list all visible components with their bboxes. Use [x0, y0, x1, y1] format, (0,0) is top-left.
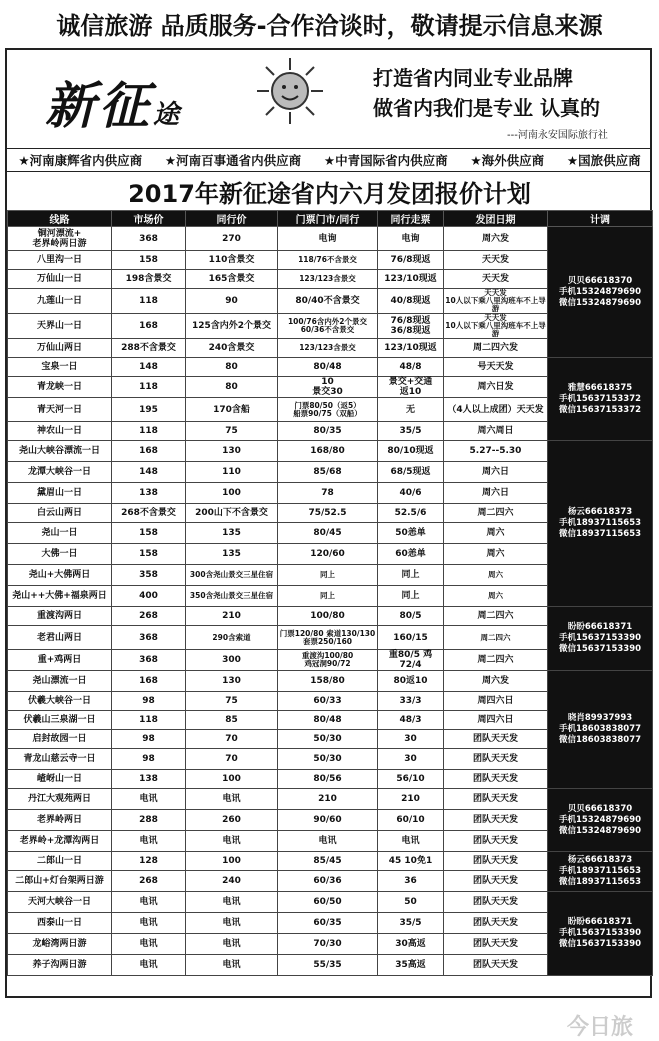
cell-route: 尧山一日 — [8, 523, 112, 544]
cell-peer: 80 — [186, 358, 278, 377]
cell-market: 98 — [112, 730, 186, 749]
cell-peer: 270 — [186, 227, 278, 251]
cell-peer: 110 — [186, 462, 278, 483]
cell-route: 宝泉一日 — [8, 358, 112, 377]
cell-walk: 同上 — [378, 586, 444, 607]
cell-date: 天天发 — [444, 251, 548, 270]
cell-ticket: 80/45 — [278, 523, 378, 544]
cell-date: 团队天天发 — [444, 892, 548, 913]
col-header: 同行价 — [186, 211, 278, 227]
cell-market: 118 — [112, 289, 186, 314]
cell-peer: 75 — [186, 692, 278, 711]
cell-peer: 165含景交 — [186, 270, 278, 289]
cell-route: 老界岭两日 — [8, 810, 112, 831]
cell-date: 周六日 — [444, 462, 548, 483]
cell-walk: 35/5 — [378, 422, 444, 441]
cell-market: 118 — [112, 377, 186, 398]
cell-peer: 70 — [186, 730, 278, 749]
cell-market: 98 — [112, 692, 186, 711]
cell-walk: 48/3 — [378, 711, 444, 730]
cell-walk: 30 — [378, 730, 444, 749]
cell-route: 龙潭大峡谷一日 — [8, 462, 112, 483]
cell-market: 288 — [112, 810, 186, 831]
table-row — [8, 607, 653, 626]
cell-route: 伏羲大峡谷一日 — [8, 692, 112, 711]
cell-ticket: 门票120/80 索道130/130 套票250/160 — [278, 626, 378, 650]
supplier-item: ★河南百事通省内供应商 — [164, 153, 302, 168]
cell-market: 电讯 — [112, 913, 186, 934]
logo-text: 新征途 — [45, 76, 184, 135]
cell-walk: 36 — [378, 871, 444, 892]
table-row — [8, 441, 653, 462]
cell-date: 团队天天发 — [444, 871, 548, 892]
cell-date: 周二四六发 — [444, 339, 548, 358]
cell-route: 八里沟一日 — [8, 251, 112, 270]
cell-route: 尧山大峡谷漂流一日 — [8, 441, 112, 462]
cell-market: 148 — [112, 358, 186, 377]
cell-walk: 30 — [378, 749, 444, 770]
cell-market: 268不含景交 — [112, 504, 186, 523]
supplier-item: ★国旅供应商 — [566, 153, 641, 168]
cell-ticket: 100/76含内外2个景交 60/36不含景交 — [278, 314, 378, 339]
cell-walk: 同上 — [378, 565, 444, 586]
slogan-agency: ---河南永安国际旅行社 — [507, 130, 608, 141]
cell-date: 团队天天发 — [444, 789, 548, 810]
cell-market: 158 — [112, 523, 186, 544]
cell-market: 268 — [112, 607, 186, 626]
cell-ticket: 60/50 — [278, 892, 378, 913]
cell-route: 九莲山一日 — [8, 289, 112, 314]
cell-date: 周六 — [444, 523, 548, 544]
cell-walk: 210 — [378, 789, 444, 810]
cell-walk: 景交+交通 返10 — [378, 377, 444, 398]
cell-walk: 76/8现返 — [378, 251, 444, 270]
cell-market: 118 — [112, 422, 186, 441]
watermark: 今日旅 — [567, 1015, 634, 1040]
cell-walk: 45 10免1 — [378, 852, 444, 871]
cell-ticket: 100/80 — [278, 607, 378, 626]
cell-market: 358 — [112, 565, 186, 586]
cell-date: 周四六日 — [444, 692, 548, 711]
cell-ticket: 123/123含景交 — [278, 339, 378, 358]
cell-market: 128 — [112, 852, 186, 871]
supplier-item: ★海外供应商 — [470, 153, 545, 168]
cell-market: 118 — [112, 711, 186, 730]
cell-route: 青天河一日 — [8, 398, 112, 422]
cell-date: （4人以上成团）天天发 — [444, 398, 548, 422]
cell-route: 铜河漂流+ 老界岭两日游 — [8, 227, 112, 251]
col-header: 发团日期 — [444, 211, 548, 227]
cell-route: 黛眉山一日 — [8, 483, 112, 504]
cell-walk: 50恙单 — [378, 523, 444, 544]
cell-date: 周二四六 — [444, 607, 548, 626]
cell-ticket: 78 — [278, 483, 378, 504]
cell-market: 168 — [112, 671, 186, 692]
col-header: 市场价 — [112, 211, 186, 227]
cell-market: 168 — [112, 314, 186, 339]
cell-peer: 210 — [186, 607, 278, 626]
contact-cell: 杨云66618373 手机18937115653 微信18937115653 — [548, 441, 653, 607]
cell-date: 周二四六 — [444, 504, 548, 523]
header — [7, 50, 652, 148]
cell-walk: 52.5/6 — [378, 504, 444, 523]
cell-market: 400 — [112, 586, 186, 607]
cell-market: 368 — [112, 626, 186, 650]
cell-walk: 40/6 — [378, 483, 444, 504]
cell-market: 138 — [112, 483, 186, 504]
cell-route: 老君山两日 — [8, 626, 112, 650]
cell-ticket: 118/76不含景交 — [278, 251, 378, 270]
cell-peer: 170含船 — [186, 398, 278, 422]
cell-peer: 100 — [186, 770, 278, 789]
cell-peer: 70 — [186, 749, 278, 770]
cell-route: 万仙山两日 — [8, 339, 112, 358]
cell-date: 5.27--5.30 — [444, 441, 548, 462]
cell-peer: 电讯 — [186, 934, 278, 955]
cell-date: 周六 — [444, 544, 548, 565]
cell-peer: 130 — [186, 671, 278, 692]
cell-date: 天天发 — [444, 270, 548, 289]
cell-route: 龙峪湾两日游 — [8, 934, 112, 955]
cell-peer: 100 — [186, 852, 278, 871]
cell-ticket: 电询 — [278, 227, 378, 251]
logo — [35, 60, 265, 140]
cell-route: 万仙山一日 — [8, 270, 112, 289]
cell-route: 大佛一日 — [8, 544, 112, 565]
cell-market: 368 — [112, 650, 186, 671]
price-table — [7, 210, 653, 976]
cell-ticket: 60/35 — [278, 913, 378, 934]
contact-cell: 盼盼66618371 手机15637153390 微信15637153390 — [548, 607, 653, 671]
cell-walk: 30高返 — [378, 934, 444, 955]
cell-ticket: 电讯 — [278, 831, 378, 852]
cell-peer: 80 — [186, 377, 278, 398]
cell-peer: 电讯 — [186, 789, 278, 810]
cell-walk: 76/8现返 36/8现返 — [378, 314, 444, 339]
table-row — [8, 671, 653, 692]
cell-route: 尧山漂流一日 — [8, 671, 112, 692]
contact-cell: 贝贝66618370 手机15324879690 微信15324879690 — [548, 227, 653, 358]
cell-walk: 无 — [378, 398, 444, 422]
table-row — [8, 892, 653, 913]
contact-cell: 晓肖89937993 手机18603838077 微信18603838077 — [548, 671, 653, 789]
cell-walk: 60/10 — [378, 810, 444, 831]
cell-ticket: 同上 — [278, 586, 378, 607]
cell-route: 神农山一日 — [8, 422, 112, 441]
cell-walk: 50 — [378, 892, 444, 913]
cell-route: 重+鸡两日 — [8, 650, 112, 671]
cell-ticket: 50/30 — [278, 749, 378, 770]
cell-market: 电讯 — [112, 934, 186, 955]
cell-date: 团队天天发 — [444, 770, 548, 789]
cell-walk: 48/8 — [378, 358, 444, 377]
cell-walk: 33/3 — [378, 692, 444, 711]
cell-route: 丹江大观苑两日 — [8, 789, 112, 810]
cell-ticket: 80/56 — [278, 770, 378, 789]
cell-ticket: 120/60 — [278, 544, 378, 565]
cell-ticket: 60/33 — [278, 692, 378, 711]
cell-date: 周四六日 — [444, 711, 548, 730]
col-header: 同行走票 — [378, 211, 444, 227]
cell-date: 号天天发 — [444, 358, 548, 377]
cell-peer: 200山下不含景交 — [186, 504, 278, 523]
col-header: 门票门市/同行 — [278, 211, 378, 227]
page-title: 2017年新征途省内六月发团报价计划 — [128, 179, 531, 208]
cell-date: 周六日发 — [444, 377, 548, 398]
cell-peer: 电讯 — [186, 892, 278, 913]
cell-market: 98 — [112, 749, 186, 770]
cell-market: 电讯 — [112, 892, 186, 913]
cell-walk: 80/5 — [378, 607, 444, 626]
contact-cell: 盼盼66618371 手机15637153390 微信15637153390 — [548, 892, 653, 976]
cell-market: 288不含景交 — [112, 339, 186, 358]
cell-market: 158 — [112, 251, 186, 270]
cell-ticket: 85/68 — [278, 462, 378, 483]
cell-peer: 电讯 — [186, 831, 278, 852]
cell-ticket: 75/52.5 — [278, 504, 378, 523]
cell-route: 伏羲山三泉湖一日 — [8, 711, 112, 730]
cell-date: 团队天天发 — [444, 852, 548, 871]
cell-peer: 135 — [186, 523, 278, 544]
cell-peer: 电讯 — [186, 955, 278, 976]
cell-ticket: 重渡沟100/80 鸡冠洞90/72 — [278, 650, 378, 671]
cell-ticket: 80/48 — [278, 358, 378, 377]
cell-date: 天天发 10人以下乘八里沟班车不上导游 — [445, 313, 546, 338]
cell-walk: 60恙单 — [378, 544, 444, 565]
top-banner: 诚信旅游 品质服务-合作洽谈时，敬请提示信息来源 — [56, 11, 603, 40]
cell-ticket: 80/35 — [278, 422, 378, 441]
cell-walk: 68/5现返 — [378, 462, 444, 483]
cell-market: 268 — [112, 871, 186, 892]
cell-route: 养子沟两日游 — [8, 955, 112, 976]
cell-market: 电讯 — [112, 789, 186, 810]
cell-route: 天界山一日 — [8, 314, 112, 339]
cell-peer: 300 — [186, 650, 278, 671]
cell-date: 周六发 — [444, 671, 548, 692]
cell-walk: 重80/5 鸡72/4 — [378, 650, 444, 671]
cell-date: 团队天天发 — [444, 934, 548, 955]
cell-date: 周六发 — [444, 227, 548, 251]
col-header: 线路 — [8, 211, 112, 227]
supplier-item: ★中青国际省内供应商 — [323, 153, 448, 168]
table-row — [8, 358, 653, 377]
cell-route: 重渡沟两日 — [8, 607, 112, 626]
cell-route: 尧山+大佛两日 — [8, 565, 112, 586]
cell-ticket: 168/80 — [278, 441, 378, 462]
cell-date: 周六 — [444, 565, 548, 586]
contact-cell: 杨云66618373 手机18937115653 微信18937115653 — [548, 852, 653, 892]
cell-walk: 35/5 — [378, 913, 444, 934]
cell-route: 老界岭+龙潭沟两日 — [8, 831, 112, 852]
cell-peer: 240含景交 — [186, 339, 278, 358]
cell-peer: 90 — [186, 289, 278, 314]
cell-market: 195 — [112, 398, 186, 422]
cell-ticket: 55/35 — [278, 955, 378, 976]
cell-route: 尧山++大佛+福泉两日 — [8, 586, 112, 607]
cell-walk: 80/10现返 — [378, 441, 444, 462]
table-row — [8, 789, 653, 810]
cell-date: 周六 — [444, 586, 548, 607]
cell-route: 白云山两日 — [8, 504, 112, 523]
cell-ticket: 85/45 — [278, 852, 378, 871]
cell-date: 天天发 10人以下乘八里沟班车不上导游 — [445, 288, 546, 313]
cell-date: 团队天天发 — [444, 831, 548, 852]
cell-ticket: 80/40不含景交 — [278, 289, 378, 314]
sun-icon — [255, 56, 325, 126]
contact-cell: 雅慧66618375 手机15637153372 微信15637153372 — [548, 358, 653, 441]
cell-ticket: 158/80 — [278, 671, 378, 692]
supplier-bar — [7, 148, 652, 172]
slogan-line-1: 打造省内同业专业品牌 — [373, 66, 573, 90]
cell-peer: 130 — [186, 441, 278, 462]
cell-route: 天河大峡谷一日 — [8, 892, 112, 913]
cell-peer: 100 — [186, 483, 278, 504]
cell-peer: 290含索道 — [186, 626, 278, 650]
table-row — [8, 852, 653, 871]
cell-peer: 350含尧山景交三星住宿 — [186, 586, 278, 607]
cell-date: 周六周日 — [444, 422, 548, 441]
cell-peer: 75 — [186, 422, 278, 441]
cell-date: 团队天天发 — [444, 730, 548, 749]
cell-market: 368 — [112, 227, 186, 251]
cell-ticket: 门票80/50（返5） 船票90/75（双船） — [278, 398, 378, 422]
cell-peer: 260 — [186, 810, 278, 831]
supplier-item: ★河南康辉省内供应商 — [18, 153, 143, 168]
cell-route: 青龙峡一日 — [8, 377, 112, 398]
cell-route: 西泰山一日 — [8, 913, 112, 934]
flyer-frame — [5, 48, 652, 1040]
cell-peer: 135 — [186, 544, 278, 565]
cell-route: 二郎山+灯台架两日游 — [8, 871, 112, 892]
cell-ticket: 80/48 — [278, 711, 378, 730]
cell-market: 198含景交 — [112, 270, 186, 289]
cell-ticket: 10 景交30 — [278, 377, 378, 398]
cell-date: 团队天天发 — [444, 810, 548, 831]
table-row — [8, 227, 653, 251]
cell-peer: 85 — [186, 711, 278, 730]
cell-date: 周六日 — [444, 483, 548, 504]
cell-walk: 40/8现返 — [378, 289, 444, 314]
slogan-line-2: 做省内我们是专业 认真的 — [373, 96, 600, 120]
cell-market: 138 — [112, 770, 186, 789]
cell-date: 周二四六 — [444, 626, 548, 650]
cell-peer: 125含内外2个景交 — [186, 314, 278, 339]
table-header — [8, 211, 653, 227]
cell-date: 团队天天发 — [444, 955, 548, 976]
cell-ticket: 90/60 — [278, 810, 378, 831]
cell-walk: 160/15 — [378, 626, 444, 650]
cell-market: 168 — [112, 441, 186, 462]
cell-walk: 电询 — [378, 227, 444, 251]
table-body — [8, 227, 653, 976]
cell-market: 158 — [112, 544, 186, 565]
cell-ticket: 60/36 — [278, 871, 378, 892]
cell-walk: 电讯 — [378, 831, 444, 852]
cell-peer: 电讯 — [186, 913, 278, 934]
cell-route: 青龙山慈云寺一日 — [8, 749, 112, 770]
cell-date: 周二四六 — [444, 650, 548, 671]
cell-market: 电讯 — [112, 955, 186, 976]
cell-route: 嵖岈山一日 — [8, 770, 112, 789]
cell-date: 团队天天发 — [444, 913, 548, 934]
cell-ticket: 50/30 — [278, 730, 378, 749]
cell-date: 团队天天发 — [444, 749, 548, 770]
col-header: 计调 — [548, 211, 653, 227]
cell-walk: 35高返 — [378, 955, 444, 976]
cell-market: 电讯 — [112, 831, 186, 852]
cell-ticket: 123/123含景交 — [278, 270, 378, 289]
cell-peer: 240 — [186, 871, 278, 892]
cell-walk: 123/10现返 — [378, 270, 444, 289]
contact-cell: 贝贝66618370 手机15324879690 微信15324879690 — [548, 789, 653, 852]
cell-route: 二郎山一日 — [8, 852, 112, 871]
cell-peer: 110含景交 — [186, 251, 278, 270]
cell-route: 启封故园一日 — [8, 730, 112, 749]
cell-ticket: 70/30 — [278, 934, 378, 955]
cell-walk: 80返10 — [378, 671, 444, 692]
cell-ticket: 同上 — [278, 565, 378, 586]
cell-peer: 300含尧山景交三星住宿 — [186, 565, 278, 586]
cell-ticket: 210 — [278, 789, 378, 810]
cell-walk: 123/10现返 — [378, 339, 444, 358]
cell-market: 148 — [112, 462, 186, 483]
cell-walk: 56/10 — [378, 770, 444, 789]
